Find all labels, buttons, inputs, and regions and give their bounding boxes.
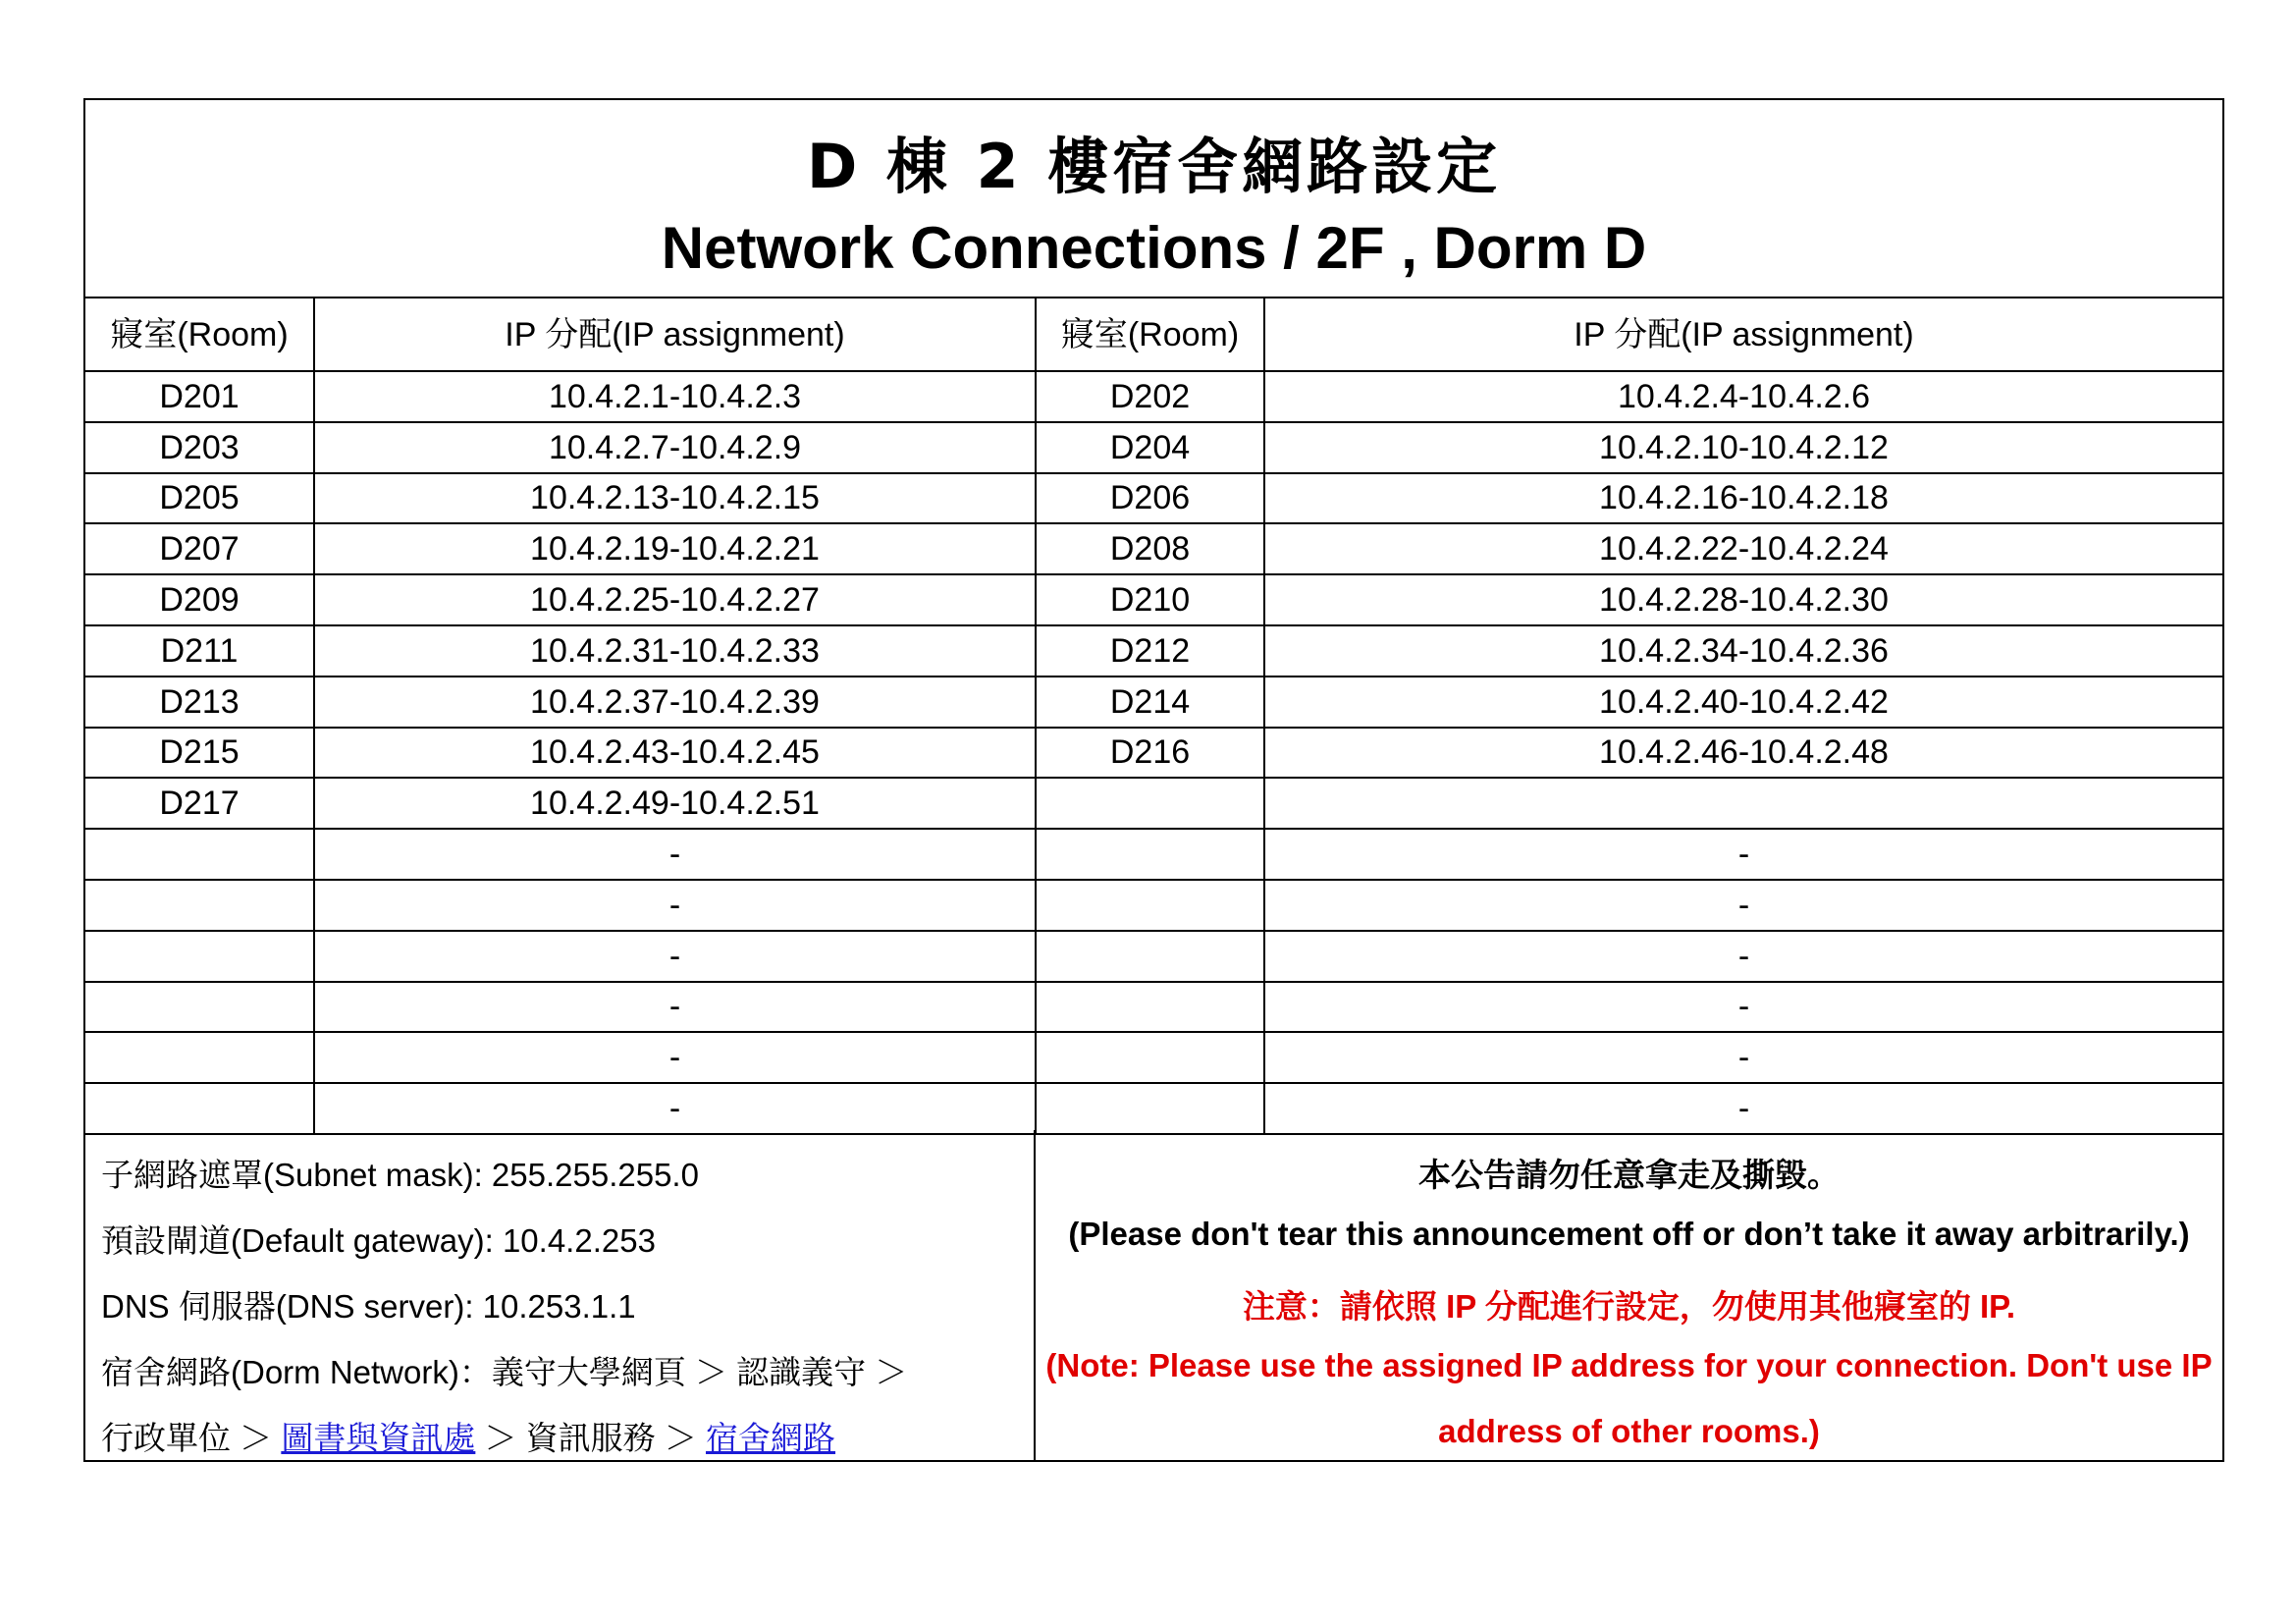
room-cell: D213 [85, 677, 314, 728]
room-cell [1036, 982, 1264, 1033]
room-cell: D201 [85, 371, 314, 422]
ip-range-cell: 10.4.2.31-10.4.2.33 [314, 625, 1036, 677]
room-cell: D208 [1036, 523, 1264, 574]
room-cell [1036, 880, 1264, 931]
table-row [85, 1032, 2222, 1083]
ip-range-cell: 10.4.2.7-10.4.2.9 [314, 422, 1036, 473]
ip-range-cell: - [314, 982, 1036, 1033]
room-cell: D212 [1036, 625, 1264, 677]
default-gateway-line: 預設閘道(Default gateway): 10.4.2.253 [101, 1222, 656, 1259]
room-cell [85, 880, 314, 931]
network-announcement-sheet [83, 98, 2224, 1462]
room-cell: D209 [85, 574, 314, 625]
ip-range-cell: 10.4.2.1-10.4.2.3 [314, 371, 1036, 422]
library-info-link[interactable]: 圖書與資訊處 [281, 1420, 476, 1456]
table-row [85, 982, 2222, 1033]
room-header: 寢室(Room) [85, 298, 314, 371]
table-row [85, 371, 2222, 422]
ip-range-cell [1264, 778, 2222, 829]
room-cell [1036, 931, 1264, 982]
note-english-line-1: (Note: Please use the assigned IP address for your connection. Don't use IP [1045, 1347, 2213, 1383]
room-cell: D217 [85, 778, 314, 829]
ip-range-cell: 10.4.2.34-10.4.2.36 [1264, 625, 2222, 677]
room-cell: D203 [85, 422, 314, 473]
table-row [85, 677, 2222, 728]
room-cell [85, 1032, 314, 1083]
network-settings-panel [85, 1130, 1036, 1460]
room-cell [1036, 1032, 1264, 1083]
room-cell [85, 931, 314, 982]
ip-range-cell: 10.4.2.13-10.4.2.15 [314, 473, 1036, 524]
table-row [85, 1083, 2222, 1134]
room-cell: D205 [85, 473, 314, 524]
table-row [85, 625, 2222, 677]
table-row [85, 728, 2222, 779]
ip-range-cell: 10.4.2.46-10.4.2.48 [1264, 728, 2222, 779]
ip-range-cell: - [314, 931, 1036, 982]
ip-range-cell: 10.4.2.16-10.4.2.18 [1264, 473, 2222, 524]
table-row [85, 778, 2222, 829]
ip-range-cell: 10.4.2.49-10.4.2.51 [314, 778, 1036, 829]
subnet-mask-line: 子網路遮罩(Subnet mask): 255.255.255.0 [101, 1157, 699, 1193]
ip-range-cell: 10.4.2.22-10.4.2.24 [1264, 523, 2222, 574]
ip-range-cell: - [1264, 829, 2222, 880]
ip-range-cell: 10.4.2.28-10.4.2.30 [1264, 574, 2222, 625]
ip-range-cell: - [1264, 880, 2222, 931]
notice-chinese: 本公告請勿任意拿走及撕毀。 [1418, 1157, 1840, 1193]
ip-range-cell: - [314, 1032, 1036, 1083]
table-row [85, 931, 2222, 982]
room-cell: D202 [1036, 371, 1264, 422]
dns-server-line: DNS 伺服器(DNS server): 10.253.1.1 [101, 1288, 636, 1325]
ip-range-cell: - [314, 880, 1036, 931]
ip-range-cell: - [1264, 982, 2222, 1033]
table-header-row [85, 298, 2222, 371]
room-header: 寢室(Room) [1036, 298, 1264, 371]
title-chinese: D 棟 2 樓宿舍網路設定 [806, 131, 1502, 202]
note-english-line-2: address of other rooms.) [1438, 1413, 1820, 1449]
table-row [85, 829, 2222, 880]
room-cell: D214 [1036, 677, 1264, 728]
room-cell [1036, 1083, 1264, 1134]
title-block [85, 100, 2222, 298]
ip-range-cell: 10.4.2.10-10.4.2.12 [1264, 422, 2222, 473]
room-cell [85, 1083, 314, 1134]
ip-range-cell: 10.4.2.40-10.4.2.42 [1264, 677, 2222, 728]
ip-range-cell: - [314, 1083, 1036, 1134]
footer [85, 1130, 2222, 1460]
table-row [85, 473, 2222, 524]
path-prefix: 行政單位 ＞ [101, 1420, 282, 1456]
room-cell [85, 982, 314, 1033]
ip-header: IP 分配(IP assignment) [314, 298, 1036, 371]
dorm-network-line: 宿舍網路(Dorm Network)：義守大學網頁 ＞ 認識義守 ＞ [101, 1354, 908, 1390]
table-row [85, 523, 2222, 574]
room-cell [1036, 778, 1264, 829]
room-cell: D216 [1036, 728, 1264, 779]
table-row [85, 422, 2222, 473]
room-cell: D204 [1036, 422, 1264, 473]
ip-range-cell: 10.4.2.25-10.4.2.27 [314, 574, 1036, 625]
ip-range-cell: 10.4.2.4-10.4.2.6 [1264, 371, 2222, 422]
room-cell: D215 [85, 728, 314, 779]
dorm-network-link[interactable]: 宿舍網路 [706, 1420, 836, 1456]
ip-header: IP 分配(IP assignment) [1264, 298, 2222, 371]
room-cell [1036, 829, 1264, 880]
navigation-path-line [101, 1413, 835, 1459]
table-row [85, 880, 2222, 931]
room-cell: D211 [85, 625, 314, 677]
path-middle: ＞ 資訊服務 ＞ [475, 1420, 707, 1456]
ip-range-cell: 10.4.2.37-10.4.2.39 [314, 677, 1036, 728]
table-row [85, 574, 2222, 625]
notice-panel [1036, 1130, 2222, 1460]
ip-range-cell: 10.4.2.43-10.4.2.45 [314, 728, 1036, 779]
ip-range-cell: - [1264, 1083, 2222, 1134]
note-chinese: 注意：請依照 IP 分配進行設定，勿使用其他寢室的 IP. [1242, 1288, 2016, 1325]
room-cell: D206 [1036, 473, 1264, 524]
ip-range-cell: - [1264, 1032, 2222, 1083]
room-cell [85, 829, 314, 880]
room-cell: D210 [1036, 574, 1264, 625]
notice-english: (Please don't tear this announcement off or don’t take it away arbitrarily.) [1068, 1216, 2190, 1252]
title-english: Network Connections / 2F , Dorm D [661, 215, 1647, 281]
ip-range-cell: - [314, 829, 1036, 880]
ip-range-cell: 10.4.2.19-10.4.2.21 [314, 523, 1036, 574]
ip-assignment-table [85, 298, 2222, 1135]
room-cell: D207 [85, 523, 314, 574]
ip-range-cell: - [1264, 931, 2222, 982]
